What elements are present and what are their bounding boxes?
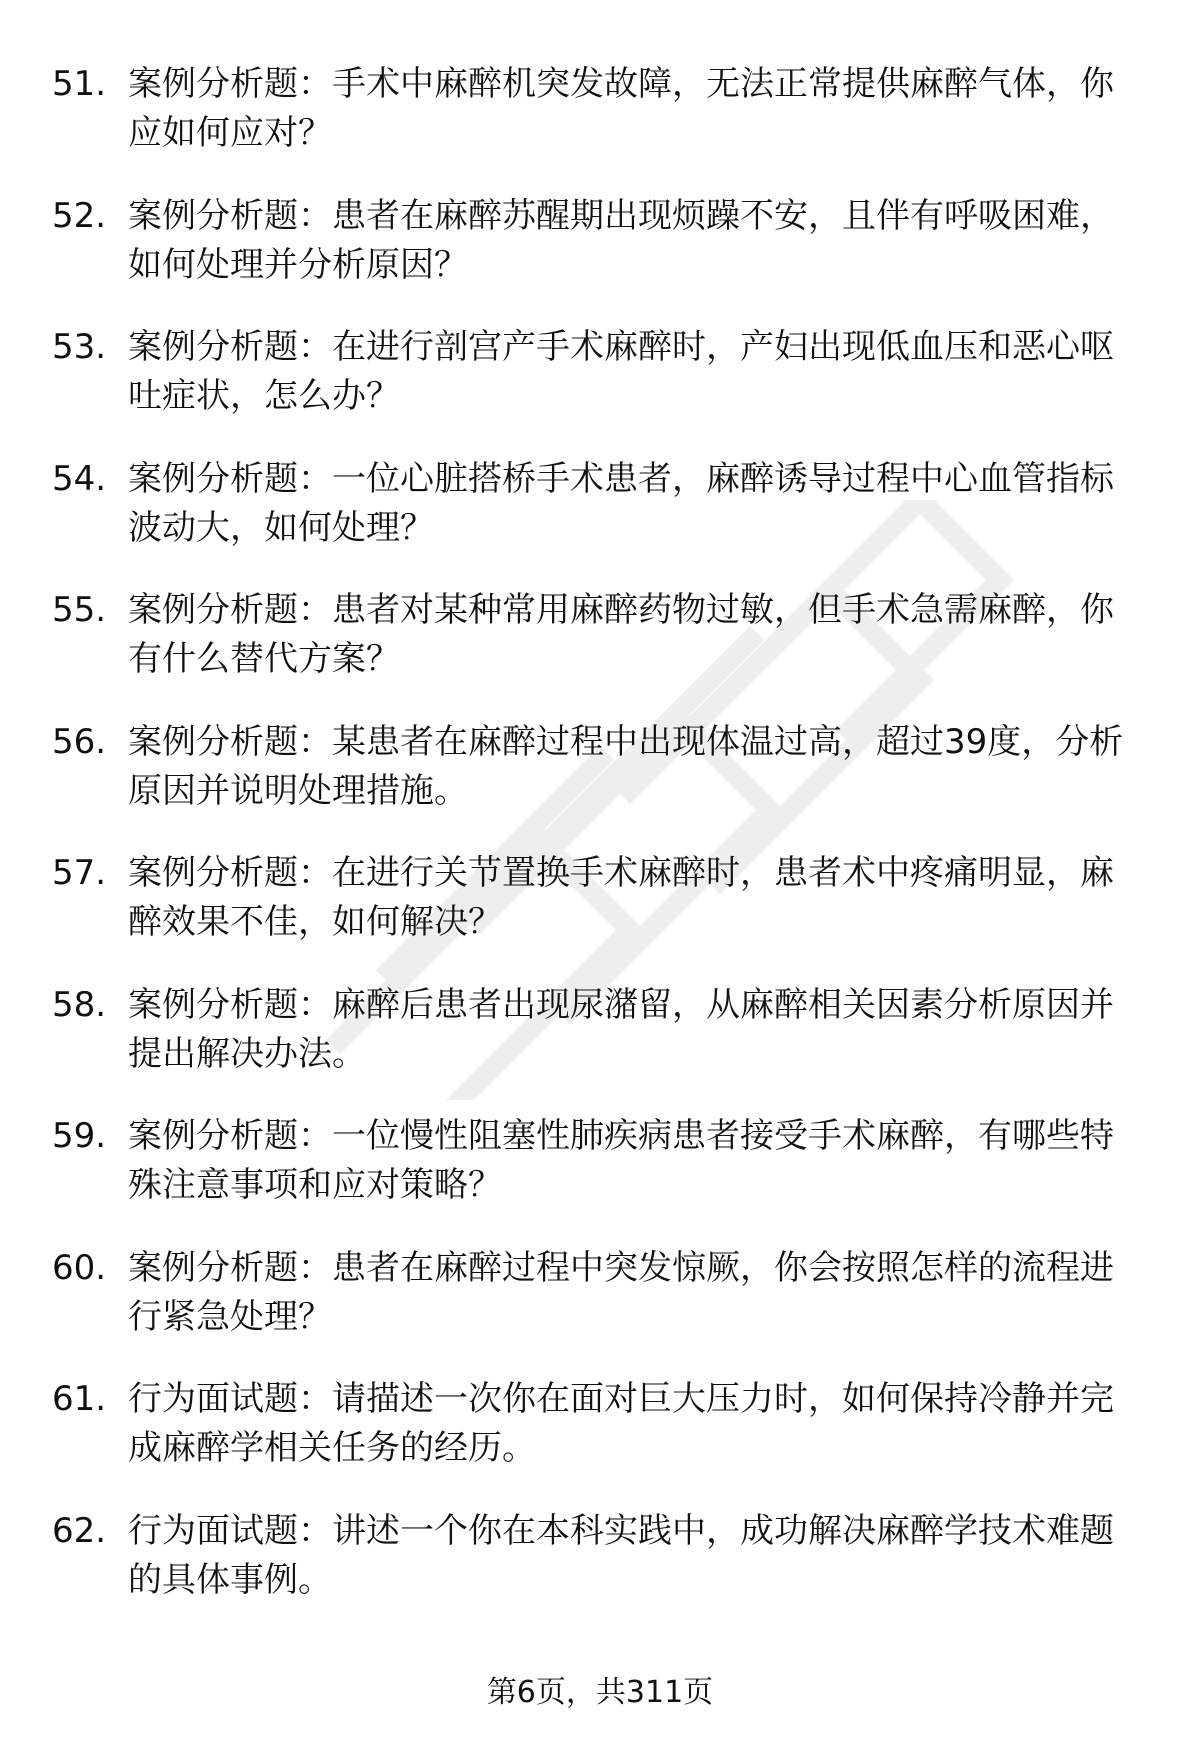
question-item	[52, 192, 1142, 324]
question-text: 案例分析题：麻醉后患者出现尿潴留，从麻醉相关因素分析原因并提出解决办法。	[128, 984, 1114, 1074]
question-text: 案例分析题：某患者在麻醉过程中出现体温过高，超过39度，分析原因并说明处理措施。	[128, 721, 1124, 811]
question-text: 行为面试题：讲述一个你在本科实践中，成功解决麻醉学技术难题的具体事例。	[128, 1510, 1114, 1600]
question-item	[52, 1507, 1142, 1639]
question-number: 57.	[52, 853, 107, 893]
question-item	[52, 981, 1142, 1113]
question-item	[52, 849, 1142, 981]
question-text: 案例分析题：一位慢性阻塞性肺疾病患者接受手术麻醉，有哪些特殊注意事项和应对策略？	[128, 1116, 1114, 1205]
question-text: 案例分析题：一位心脏搭桥手术患者，麻醉诱导过程中心血管指标波动大，如何处理？	[128, 458, 1114, 548]
question-number: 62.	[52, 1510, 107, 1551]
question-list	[52, 60, 1142, 1638]
question-number: 61.	[52, 1379, 107, 1419]
question-number: 52.	[52, 195, 107, 236]
question-item	[52, 1244, 1142, 1376]
question-text: 案例分析题：手术中麻醉机突发故障，无法正常提供麻醉气体，你应如何应对？	[128, 64, 1114, 153]
question-item	[52, 60, 1142, 192]
question-text: 案例分析题：在进行关节置换手术麻醉时，患者术中疼痛明显，麻醉效果不佳，如何解决？	[128, 853, 1114, 942]
question-item	[52, 455, 1142, 587]
question-number: 54.	[52, 458, 107, 499]
question-number: 60.	[52, 1247, 107, 1288]
page-footer: 第6页，共311页	[486, 1675, 714, 1710]
question-number: 53.	[52, 327, 107, 367]
question-text: 案例分析题：患者在麻醉过程中突发惊厥，你会按照怎样的流程进行紧急处理？	[128, 1247, 1114, 1337]
question-item	[52, 323, 1142, 455]
question-number: 51.	[52, 64, 107, 104]
question-item	[52, 1375, 1142, 1507]
question-text: 案例分析题：患者对某种常用麻醉药物过敏，但手术急需麻醉，你有什么替代方案？	[128, 590, 1114, 679]
question-item	[52, 718, 1142, 850]
question-text: 案例分析题：患者在麻醉苏醒期出现烦躁不安，且伴有呼吸困难，如何处理并分析原因？	[128, 195, 1114, 285]
question-number: 55.	[52, 590, 107, 630]
question-text: 案例分析题：在进行剖宫产手术麻醉时，产妇出现低血压和恶心呕吐症状，怎么办？	[128, 327, 1114, 416]
question-item	[52, 1112, 1142, 1244]
question-number: 56.	[52, 721, 107, 762]
question-text: 行为面试题：请描述一次你在面对巨大压力时，如何保持冷静并完成麻醉学相关任务的经历。	[128, 1379, 1114, 1468]
question-item	[52, 586, 1142, 718]
question-number: 58.	[52, 984, 107, 1025]
question-number: 59.	[52, 1116, 107, 1156]
